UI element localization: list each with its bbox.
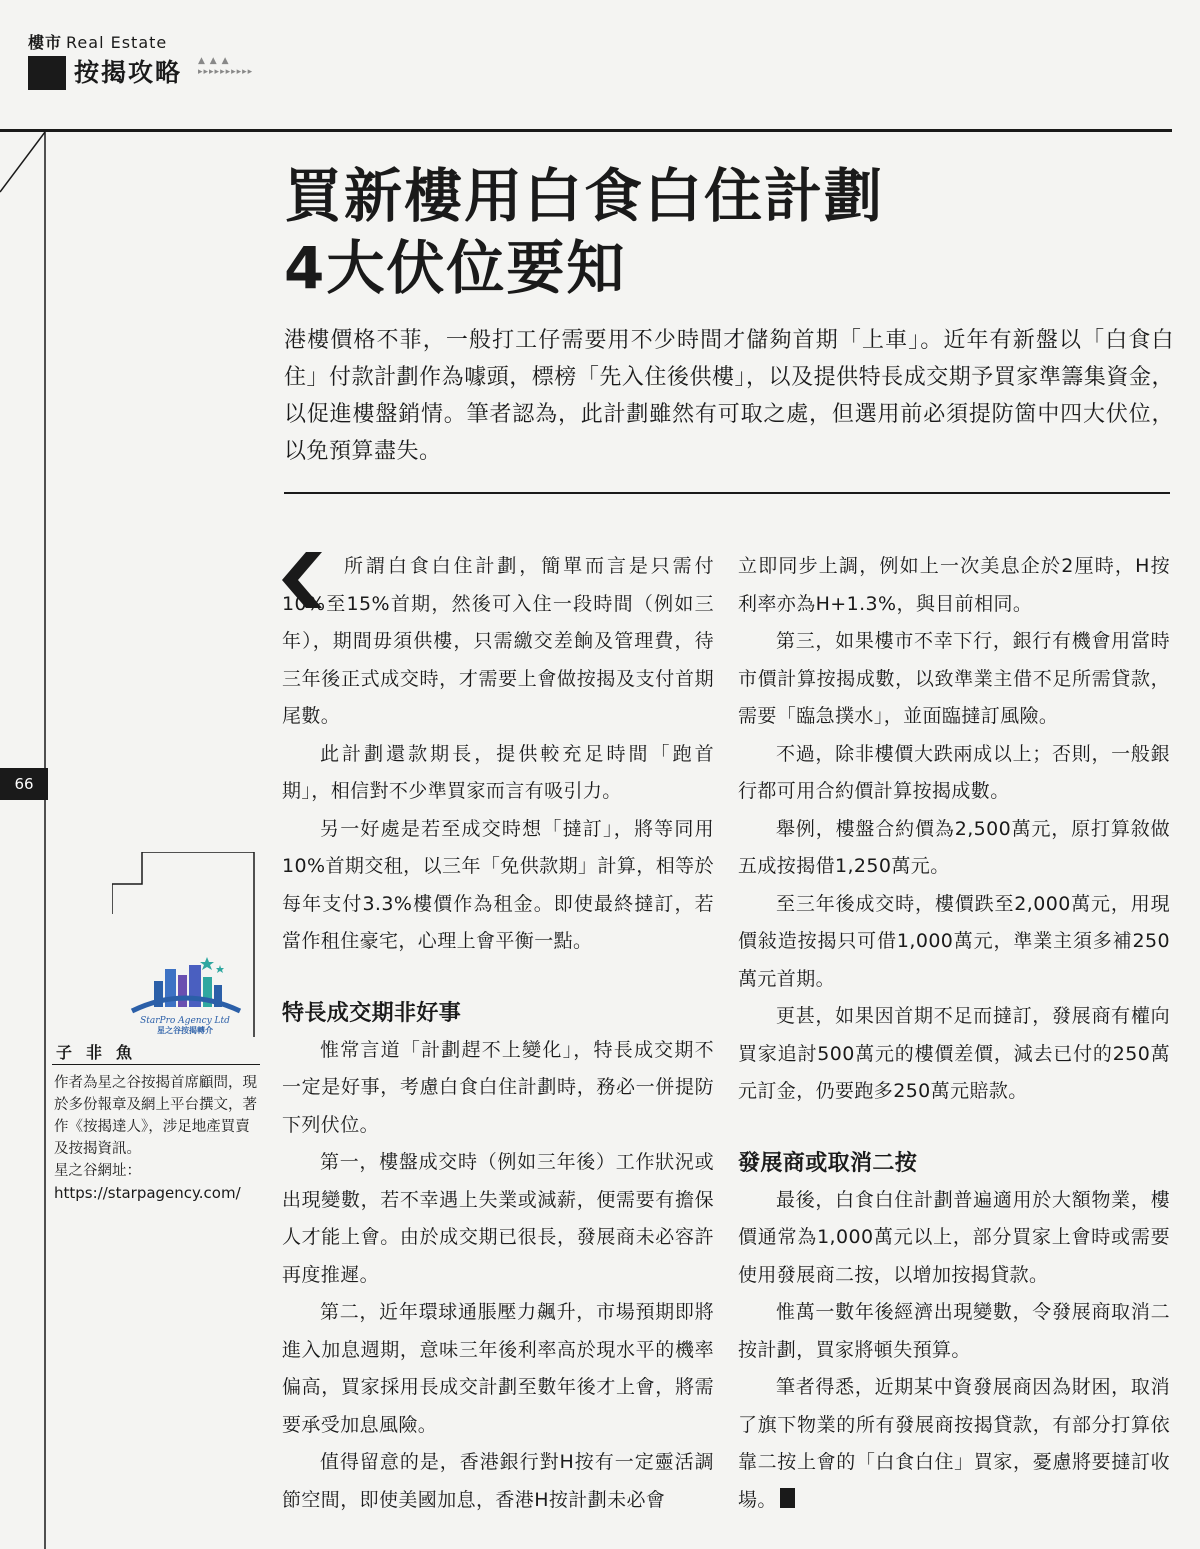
author-name: 子非魚 — [56, 1043, 147, 1062]
section-label — [28, 30, 167, 53]
subheading: 特長成交期非好事 — [282, 1000, 462, 1026]
top-rule — [0, 129, 1172, 132]
section-label-cn: 樓市 — [28, 33, 63, 52]
lead-rule — [284, 492, 1170, 494]
body-paragraph: 最後，白食白住計劃普遍適用於大額物業，樓價通常為1,000萬元以上，部分買家上會時或需要使用發展商二按，以增加按揭貸款。 — [738, 1188, 1170, 1286]
sidebar-frame — [0, 132, 52, 1549]
lead-paragraph: 港樓價格不菲，一般打工仔需要用不少時間才儲夠首期「上車」。近年有新盤以「白食白住」付款計劃作為噱頭，標榜「先入住後供樓」，以及提供特長成交期予買家準籌集資金，以促進樓盤銷情。筆者認為，此計劃雖然有可取之處，但選用前必須提防箇中四大伏位，以免預算盡失。 — [284, 328, 1174, 464]
chevron-arrows-icon: ▲ ▲ ▲ ▸▸▸▸▸▸▸▸▸▸ — [198, 56, 254, 77]
column-brand — [28, 56, 188, 90]
author-rule — [52, 1064, 260, 1065]
body-paragraph: 不過，除非樓價大跌兩成以上；否則，一般銀行都可用合約價計算按揭成數。 — [738, 742, 1170, 802]
body-paragraph: 值得留意的是，香港銀行對H按有一定靈活調節空間，即使美國加息，香港H按計劃未必會 — [282, 1451, 714, 1511]
body-column-left — [282, 548, 714, 1519]
starpro-logo — [128, 955, 243, 1035]
subheading: 發展商或取消二按 — [738, 1150, 918, 1176]
body-paragraph: 舉例，樓盤合約價為2,500萬元，原打算敘做五成按揭借1,250萬元。 — [738, 817, 1170, 877]
title-line-2: 4大伏位要知 — [284, 234, 627, 302]
body-column-right — [738, 548, 1170, 1519]
author-site-url[interactable]: https://starpagency.com/ — [54, 1184, 241, 1202]
logo-text-en: StarPro Agency Ltd — [140, 1016, 230, 1026]
body-paragraph: 更甚，如果因首期不足而撻訂，發展商有權向買家追討500萬元的樓價差價，減去已付的250萬元訂金，仍要跑多250萬元賠款。 — [738, 1005, 1170, 1102]
body-paragraph: 惟常言道「計劃趕不上變化」，特長成交期不一定是好事，考慮白食白住計劃時，務必一併提防下列伏位。 — [282, 1038, 714, 1136]
body-paragraph: 立即同步上調，例如上一次美息企於2厘時，H按利率亦為H+1.3%，與目前相同。 — [738, 555, 1170, 615]
body-paragraph-text: 筆者得悉，近期某中資發展商因為財困，取消了旗下物業的所有發展商按揭貸款，有部分打算依靠二按上會的「白食白住」買家，憂慮將要撻訂收場。 — [738, 1376, 1170, 1511]
author-bio — [54, 1072, 258, 1204]
end-mark-icon — [780, 1488, 795, 1508]
body-paragraph: 另一好處是若至成交時想「撻訂」，將等同用10%首期交租，以三年「免供款期」計算，相等於每年支付3.3%樓價作為租金。即使最終撻訂，若當作租住豪宅，心理上會平衡一點。 — [282, 817, 714, 952]
title-line-1: 買新樓用白食白住計劃 — [284, 162, 885, 230]
body-paragraph: 第一，樓盤成交時（例如三年後）工作狀況或出現變數，若不幸遇上失業或減薪，便需要有擔保人才能上會。由於成交期已很長，發展商未必容許再度推遲。 — [282, 1151, 714, 1286]
logo-text-cn: 星之谷按揭轉介 — [157, 1026, 213, 1035]
author-bio-text: 作者為星之谷按揭首席顧問，現於多份報章及網上平台撰文，著作《按揭達人》，涉足地產買賣及按揭資訊。 — [54, 1075, 257, 1157]
author-site-label: 星之谷網址： — [54, 1163, 141, 1179]
body-paragraph: 此計劃還款期長，提供較充足時間「跑首期」，相信對不少準買家而言有吸引力。 — [282, 742, 714, 802]
body-paragraph: 所謂白食白住計劃，簡單而言是只需付10%至15%首期，然後可入住一段時間（例如三年），期間毋須供樓，只需繳交差餉及管理費，待三年後正式成交時，才需要上會做按揭及支付首期尾數。 — [282, 555, 714, 727]
body-paragraph: 第三，如果樓市不幸下行，銀行有機會用當時市價計算按揭成數，以致準業主借不足所需貸款，需要「臨急撲水」，並面臨撻訂風險。 — [738, 630, 1170, 727]
article-title — [284, 160, 884, 304]
brand-block — [28, 56, 66, 90]
column-title: 按揭攻略 — [74, 58, 183, 87]
section-label-en: Real Estate — [66, 33, 168, 52]
body-paragraph: 至三年後成交時，樓價跌至2,000萬元，用現價敍造按揭只可借1,000萬元，準業主須多補250萬元首期。 — [738, 892, 1170, 990]
body-paragraph — [738, 1369, 1170, 1519]
page-number: 66 — [0, 768, 48, 800]
body-paragraph: 第二，近年環球通脹壓力飆升，市場預期即將進入加息週期，意味三年後利率高於現水平的機率偏高，買家採用長成交計劃至數年後才上會，將需要承受加息風險。 — [282, 1301, 714, 1436]
body-paragraph: 惟萬一數年後經濟出現變數，令發展商取消二按計劃，買家將頓失預算。 — [738, 1301, 1170, 1361]
